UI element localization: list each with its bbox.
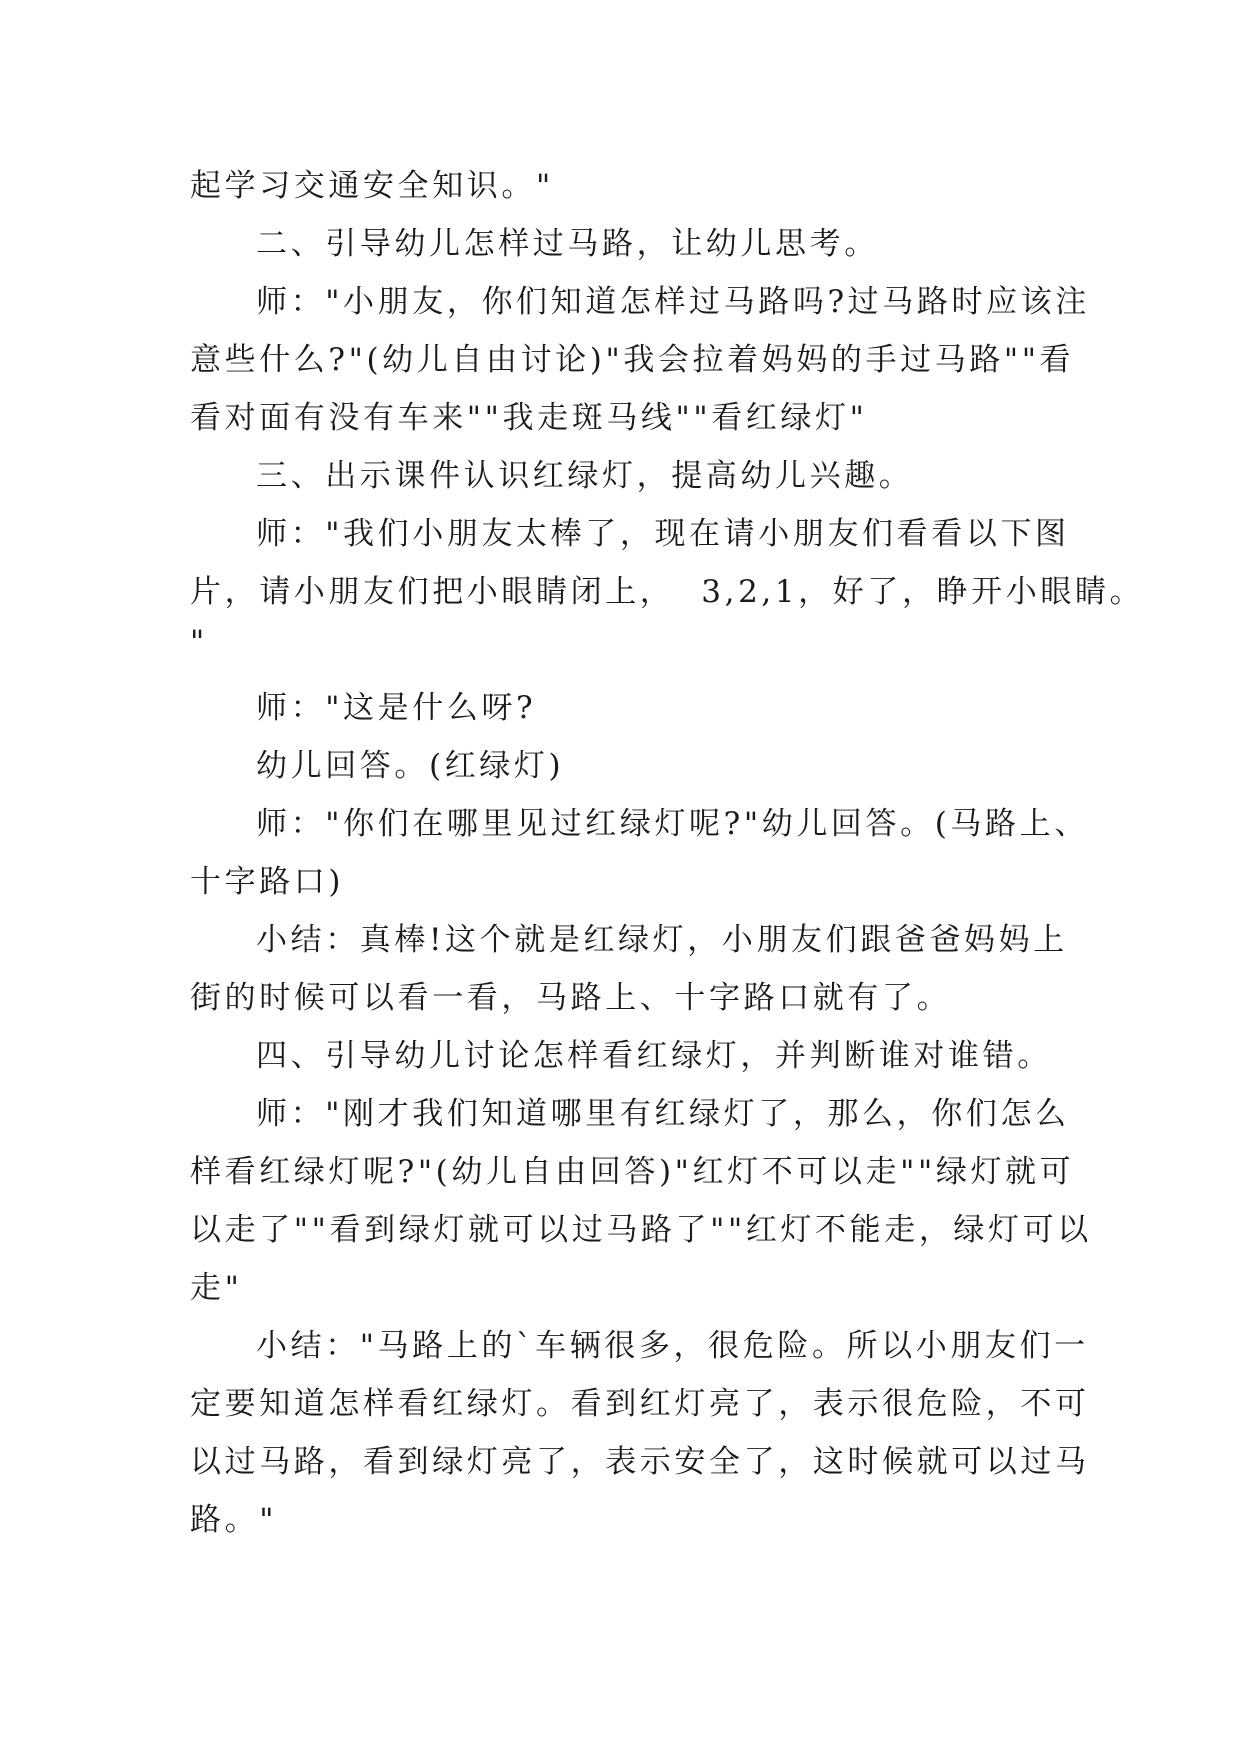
text-line: 师："小朋友，你们知道怎样过马路吗?过马路时应该注 bbox=[256, 284, 1090, 320]
text-line: 师："我们小朋友太棒了，现在请小朋友们看看以下图 bbox=[256, 516, 1070, 552]
section-heading: 二、引导幼儿怎样过马路，让幼儿思考。 bbox=[256, 226, 879, 262]
text-line: 定要知道怎样看红绿灯。看到红灯亮了，表示很危险，不可 bbox=[190, 1386, 1090, 1422]
text-line: 意些什么?"(幼儿自由讨论)"我会拉着妈妈的手过马路""看 bbox=[190, 342, 1075, 378]
text-line: 师："刚才我们知道哪里有红绿灯了，那么，你们怎么 bbox=[256, 1096, 1070, 1132]
text-line: 样看红绿灯呢?"(幼儿自由回答)"红灯不可以走""绿灯就可 bbox=[190, 1154, 1075, 1190]
text-line: 起学习交通安全知识。" bbox=[190, 168, 554, 204]
section-heading: 四、引导幼儿讨论怎样看红绿灯，并判断谁对谁错。 bbox=[256, 1038, 1052, 1074]
text-line: 走" bbox=[190, 1270, 243, 1306]
document-body bbox=[190, 157, 1145, 1549]
text-line: 以走了""看到绿灯就可以过马路了""红灯不能走，绿灯可以 bbox=[190, 1212, 1092, 1248]
text-line: 以过马路，看到绿灯亮了，表示安全了，这时候就可以过马 bbox=[190, 1444, 1090, 1480]
text-line: 师："这是什么呀? bbox=[256, 690, 537, 726]
text-line: 路。" bbox=[190, 1502, 278, 1538]
text-line: 街的时候可以看一看，马路上、十字路口就有了。 bbox=[190, 980, 952, 1016]
text-line: 片，请小朋友们把小眼睛闭上， 3,2,1，好了，睁开小眼睛。 bbox=[190, 574, 1145, 610]
text-line: 十字路口) bbox=[190, 864, 345, 900]
text-line: 师："你们在哪里见过红绿灯呢?"幼儿回答。(马路上、 bbox=[256, 806, 1089, 842]
section-heading: 三、出示课件认识红绿灯，提高幼儿兴趣。 bbox=[256, 458, 914, 494]
text-line: 看对面有没有车来""我走斑马线""看红绿灯" bbox=[190, 400, 868, 436]
text-line: 小结：真棒!这个就是红绿灯，小朋友们跟爸爸妈妈上 bbox=[256, 922, 1068, 958]
text-line: 幼儿回答。(红绿灯) bbox=[256, 748, 565, 784]
text-line: " bbox=[190, 624, 208, 660]
text-line: 小结："马路上的`车辆很多，很危险。所以小朋友们一 bbox=[256, 1328, 1089, 1364]
